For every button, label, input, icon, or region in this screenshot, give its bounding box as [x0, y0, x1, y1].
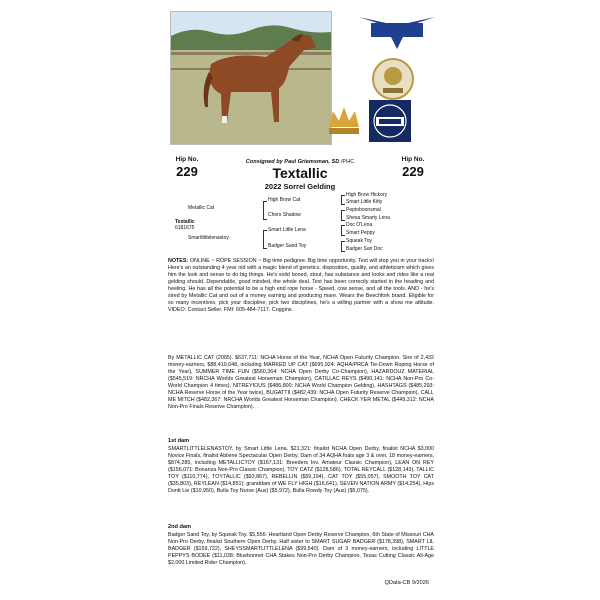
- sire-paragraph: By METALLIC CAT (2005). $637,711: NCHA Horse of the Year, NCHA Open Futurity Champion. Sire of 2,432 money-earners, $88,419,648, including MARKED UP CAT ($695,924: AQHA/PRCA Tie-Down Roping Horse of the Year), SUMMER TIME FUN ($560,364: NCHA Open Derby Co-Champion), HAZARDOUZ MATERIAL ($545,519: NRCHA Worlds Greatest Horseman Champion), CATILLAC REYS ($490,141: NCHA Non-Pro Co-World Champion 4 times), NITREYIOUS ($486,800: NCHA World Champion Gelding), HASHTAGS ($485,293: NCHA Reserve Horse of the Year twice), BUGATTII ($482,439: NCHA Open Futurity Reserve Champion), CALL ME MITCH ($482,367: NRCHA Worlds Greatest Horseman Champion), CHECK YER METAL ($449,312: NCHA Non-Pro Finals Reserve Champion).: [168, 355, 434, 411]
- pedigree-sss: High Brow Hickory: [346, 192, 388, 198]
- pedigree-sds: Peptoboonsmal: [346, 207, 381, 213]
- first-dam-label: 1st dam: [168, 438, 190, 444]
- second-dam-label: 2nd dam: [168, 524, 192, 530]
- notes-label: NOTES:: [168, 258, 189, 264]
- riata-logo: [369, 100, 411, 142]
- metallic-cat-logo: [355, 11, 439, 51]
- bracket-ss: [341, 195, 345, 205]
- hip-number-right: [393, 156, 433, 179]
- pedigree-sire-sire: High Brow Cat: [268, 197, 301, 203]
- pedigree-registration: 6181675: [175, 225, 195, 231]
- consignor: Consigned by Paul Griemsman, SD: [245, 159, 340, 165]
- pedigree-dds: Squeak Toy: [346, 238, 373, 244]
- bracket-dd: [341, 241, 345, 252]
- first-dam-paragraph: SMARTLITTLELENASTOY, by Smart Little Lena. $21,321: finalist NCHA Open Derby, finalist NCHA $3,000 Novice Finals, finalist Abilene Spectacular Open Derby. Dam of 34 AQHA foals age 3 & over, 18 money-earners, $874,285, including METALLICTOY ($167,131: Breeders Inv. Amateur Classic Champion), LEAN ON REY ($156,071: Bonanza Non-Pro Classic Champion), TOY CATZ ($128,586), TOTAL REYCALL ($128,143), TALLIC TOY ($110,774), TOYTALLIC ($93,867), REBELLIN ($59,194), CAT TOY ($55,057), SMOOTH TOY CAT ($35,803), REYLEAN ($14,851); granddam of WE FLY HIGH ($16,641), SEVEN NATION ARMY ($14,254), Hips Dontt Lie ($10,950), Bulla Toy Nurse (Aus) ($5,972), Bulla Rowdy Toy (Aus) ($5,075).: [168, 446, 434, 495]
- legacy-seal-logo: [372, 58, 414, 100]
- sale-catalog-page: [165, 8, 435, 594]
- hip-number: 229: [402, 164, 424, 179]
- hip-label: Hip No.: [175, 156, 199, 163]
- notes-paragraph: [168, 258, 434, 314]
- pedigree-dam-sire: Smart Little Lena: [268, 227, 306, 233]
- horse-name: Textallic: [272, 165, 328, 181]
- pedigree-dss: Doc O'Lena: [346, 222, 373, 228]
- pedigree-dam-dam: Badger Sand Toy: [268, 243, 307, 249]
- bracket-sd: [341, 210, 345, 221]
- pedigree-ddd: Badger San Doc: [346, 246, 383, 252]
- pedigree-sire: Metallic Cat: [188, 205, 215, 211]
- pedigree-ssd: Smart Little Kitty: [346, 199, 383, 205]
- pedigree-sdd: Shesa Smarty Lena: [346, 215, 390, 221]
- notes-text: ONLINE ~ ROPE SESSION ~ Big time pedigree. Big time opportunity. Text will stop you in your tracks! Here's an outstanding 4 year old with a magic blend of genetics, disposition, quality, and athleticism which gives him the look and sense to do big things. He's solid boned, stout, has substance and looks and rides like a real gelding should. Dependable, good minded, the whole deal. Text has been correctly started in the heading and heeling. He has all the potential to be a high end rope horse - Speed, cow sense, and all the tools. AND - he's sired by Metallic Cat and out of a money earning and producing mare. Wears the Beechfork brand. Eligible for so many incentives, pick your discipline, pick two disciplines, he's a willing partner with a show me attitude. VIDEO: Contact Seller. FMI: 605-484-7117. Coggins.: [168, 258, 434, 314]
- footer-code: QData-CB 9/2026: [384, 580, 429, 586]
- pedigree-subject: Textallic: [175, 219, 195, 225]
- consignor-tag: /PHC: [340, 159, 355, 165]
- pedigree-sire-dam: Chers Shadow: [268, 212, 301, 218]
- hip-number: 229: [176, 164, 198, 179]
- hip-label: Hip No.: [401, 156, 425, 163]
- hip-number-left: [167, 156, 207, 179]
- bracket-sire: [263, 201, 267, 220]
- bracket-dam: [263, 230, 267, 249]
- pedigree-dsd: Smart Peppy: [346, 230, 375, 236]
- horse-description: 2022 Sorrel Gelding: [264, 182, 336, 191]
- crown-logo: [325, 101, 363, 139]
- pedigree-dam: Smartlittlelenastoy: [188, 235, 229, 241]
- second-dam-paragraph: Badger Sand Toy, by Squeak Toy. $5,556: Heartland Open Derby Reserve Champion, 6th State of Missouri CHA Non-Pro Derby, finalist Southern Open Derby. Half sister to SMART SUGAR BADGER ($178,398), SMART LIL BADGER ($159,722), SHEYSSMARTLITTLELENA ($99,540). Dam of 3 money-earners, including LITTLE PEPPYS BODEE ($11,038: Bluebonnet CHA Stakes Non-Pro Derby Champion, Texas Cutting Classic All-Age $2,000 Limited Rider Champion).: [168, 532, 434, 567]
- horse-photo: [170, 11, 332, 145]
- bracket-ds: [341, 225, 345, 236]
- sorrel-horse-image: [171, 12, 331, 144]
